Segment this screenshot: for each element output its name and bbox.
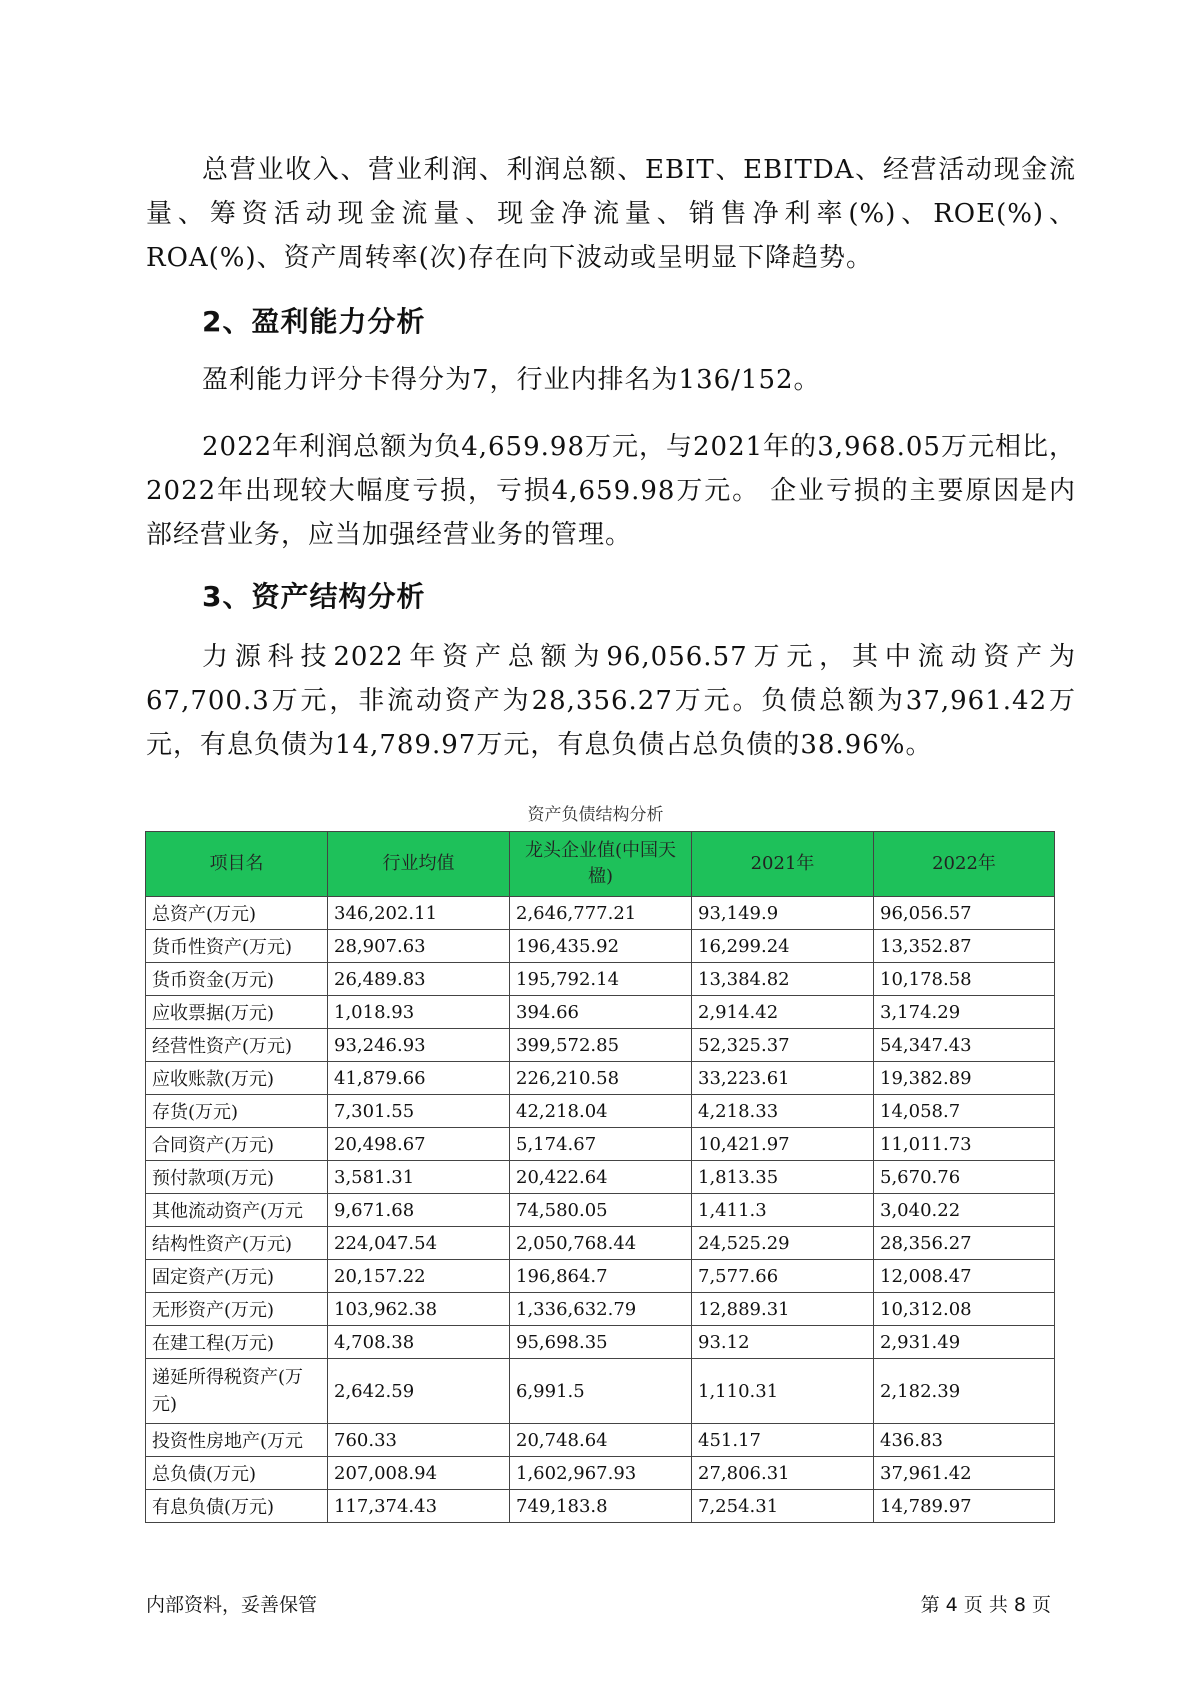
table-row bbox=[146, 996, 1055, 1029]
cell-leader-value: 74,580.05 bbox=[510, 1194, 692, 1227]
cell-2022: 11,011.73 bbox=[874, 1128, 1055, 1161]
cell-leader-value: 1,336,632.79 bbox=[510, 1293, 692, 1326]
table-row bbox=[146, 1095, 1055, 1128]
cell-industry-average: 93,246.93 bbox=[328, 1029, 510, 1062]
row-label: 合同资产(万元) bbox=[146, 1128, 328, 1161]
cell-2021: 52,325.37 bbox=[692, 1029, 874, 1062]
cell-industry-average: 7,301.55 bbox=[328, 1095, 510, 1128]
cell-industry-average: 20,498.67 bbox=[328, 1128, 510, 1161]
section-heading-profitability: 2、盈利能力分析 bbox=[202, 305, 426, 338]
cell-leader-value: 226,210.58 bbox=[510, 1062, 692, 1095]
cell-industry-average: 224,047.54 bbox=[328, 1227, 510, 1260]
table-row bbox=[146, 1326, 1055, 1359]
row-label: 其他流动资产(万元 bbox=[146, 1194, 328, 1227]
cell-leader-value: 42,218.04 bbox=[510, 1095, 692, 1128]
cell-industry-average: 26,489.83 bbox=[328, 963, 510, 996]
cell-2022: 14,789.97 bbox=[874, 1490, 1055, 1523]
cell-industry-average: 207,008.94 bbox=[328, 1457, 510, 1490]
cell-2021: 7,577.66 bbox=[692, 1260, 874, 1293]
cell-industry-average: 1,018.93 bbox=[328, 996, 510, 1029]
row-label: 应收账款(万元) bbox=[146, 1062, 328, 1095]
column-header-leader-value: 龙头企业值(中国天楹) bbox=[510, 832, 692, 897]
table-row bbox=[146, 1293, 1055, 1326]
cell-2022: 28,356.27 bbox=[874, 1227, 1055, 1260]
table-row bbox=[146, 897, 1055, 930]
row-label: 递延所得税资产(万元) bbox=[146, 1359, 328, 1424]
footer-confidential-note: 内部资料，妥善保管 bbox=[146, 1594, 318, 1616]
cell-2021: 12,889.31 bbox=[692, 1293, 874, 1326]
cell-2021: 4,218.33 bbox=[692, 1095, 874, 1128]
column-header-industry-average: 行业均值 bbox=[328, 832, 510, 897]
table-row bbox=[146, 930, 1055, 963]
cell-industry-average: 4,708.38 bbox=[328, 1326, 510, 1359]
cell-leader-value: 5,174.67 bbox=[510, 1128, 692, 1161]
row-label: 总负债(万元) bbox=[146, 1457, 328, 1490]
cell-leader-value: 196,864.7 bbox=[510, 1260, 692, 1293]
cell-2022: 10,178.58 bbox=[874, 963, 1055, 996]
row-label: 经营性资产(万元) bbox=[146, 1029, 328, 1062]
cell-2022: 96,056.57 bbox=[874, 897, 1055, 930]
cell-industry-average: 2,642.59 bbox=[328, 1359, 510, 1424]
cell-2021: 1,813.35 bbox=[692, 1161, 874, 1194]
cell-2021: 33,223.61 bbox=[692, 1062, 874, 1095]
table-caption: 资产负债结构分析 bbox=[527, 805, 664, 825]
cell-industry-average: 117,374.43 bbox=[328, 1490, 510, 1523]
cell-2021: 16,299.24 bbox=[692, 930, 874, 963]
cell-2021: 93.12 bbox=[692, 1326, 874, 1359]
cell-leader-value: 2,050,768.44 bbox=[510, 1227, 692, 1260]
cell-leader-value: 20,748.64 bbox=[510, 1424, 692, 1457]
cell-2021: 451.17 bbox=[692, 1424, 874, 1457]
row-label: 货币性资产(万元) bbox=[146, 930, 328, 963]
profit-loss-paragraph: 2022年利润总额为负4,659.98万元，与2021年的3,968.05万元相比，2022年出现较大幅度亏损，亏损4,659.98万元。 企业亏损的主要原因是内部经营业务，应当加强经营业务的管理。 bbox=[146, 432, 1076, 550]
asset-structure-paragraph: 力源科技2022年资产总额为96,056.57万元，其中流动资产为67,700.3万元，非流动资产为28,356.27万元。负债总额为37,961.42万元，有息负债为14,789.97万元，有息负债占总负债的38.96%。 bbox=[146, 642, 1076, 760]
cell-2021: 10,421.97 bbox=[692, 1128, 874, 1161]
intro-paragraph: 总营业收入、营业利润、利润总额、EBIT、EBITDA、经营活动现金流量、筹资活动现金流量、现金净流量、销售净利率(%)、ROE(%)、ROA(%)、资产周转率(次)存在向下波动或呈明显下降趋势。 bbox=[146, 155, 1076, 273]
cell-2022: 14,058.7 bbox=[874, 1095, 1055, 1128]
row-label: 投资性房地产(万元 bbox=[146, 1424, 328, 1457]
table-row bbox=[146, 1194, 1055, 1227]
row-label: 在建工程(万元) bbox=[146, 1326, 328, 1359]
row-label: 结构性资产(万元) bbox=[146, 1227, 328, 1260]
table-row bbox=[146, 1161, 1055, 1194]
row-label: 应收票据(万元) bbox=[146, 996, 328, 1029]
cell-leader-value: 2,646,777.21 bbox=[510, 897, 692, 930]
table-header-row bbox=[146, 832, 1055, 897]
profitability-score-paragraph: 盈利能力评分卡得分为7，行业内排名为136/152。 bbox=[202, 365, 821, 395]
row-label: 无形资产(万元) bbox=[146, 1293, 328, 1326]
cell-2022: 2,931.49 bbox=[874, 1326, 1055, 1359]
cell-leader-value: 95,698.35 bbox=[510, 1326, 692, 1359]
table-row bbox=[146, 1029, 1055, 1062]
cell-2021: 1,110.31 bbox=[692, 1359, 874, 1424]
row-label: 有息负债(万元) bbox=[146, 1490, 328, 1523]
table-row bbox=[146, 1424, 1055, 1457]
cell-2022: 37,961.42 bbox=[874, 1457, 1055, 1490]
cell-industry-average: 760.33 bbox=[328, 1424, 510, 1457]
cell-2022: 2,182.39 bbox=[874, 1359, 1055, 1424]
cell-industry-average: 41,879.66 bbox=[328, 1062, 510, 1095]
cell-industry-average: 3,581.31 bbox=[328, 1161, 510, 1194]
cell-industry-average: 20,157.22 bbox=[328, 1260, 510, 1293]
balance-sheet-table bbox=[145, 831, 1055, 1523]
cell-leader-value: 399,572.85 bbox=[510, 1029, 692, 1062]
cell-2021: 1,411.3 bbox=[692, 1194, 874, 1227]
cell-2021: 13,384.82 bbox=[692, 963, 874, 996]
cell-2022: 436.83 bbox=[874, 1424, 1055, 1457]
row-label: 总资产(万元) bbox=[146, 897, 328, 930]
cell-industry-average: 28,907.63 bbox=[328, 930, 510, 963]
column-header-item: 项目名 bbox=[146, 832, 328, 897]
cell-leader-value: 6,991.5 bbox=[510, 1359, 692, 1424]
table-row bbox=[146, 1227, 1055, 1260]
cell-industry-average: 346,202.11 bbox=[328, 897, 510, 930]
cell-2021: 2,914.42 bbox=[692, 996, 874, 1029]
cell-2021: 7,254.31 bbox=[692, 1490, 874, 1523]
table-row bbox=[146, 1490, 1055, 1523]
cell-2022: 13,352.87 bbox=[874, 930, 1055, 963]
cell-industry-average: 9,671.68 bbox=[328, 1194, 510, 1227]
cell-2021: 27,806.31 bbox=[692, 1457, 874, 1490]
cell-2022: 3,174.29 bbox=[874, 996, 1055, 1029]
footer-page-number: 第 4 页 共 8 页 bbox=[920, 1594, 1051, 1616]
cell-industry-average: 103,962.38 bbox=[328, 1293, 510, 1326]
row-label: 固定资产(万元) bbox=[146, 1260, 328, 1293]
cell-leader-value: 1,602,967.93 bbox=[510, 1457, 692, 1490]
cell-leader-value: 394.66 bbox=[510, 996, 692, 1029]
cell-2022: 19,382.89 bbox=[874, 1062, 1055, 1095]
table-row bbox=[146, 1260, 1055, 1293]
cell-leader-value: 749,183.8 bbox=[510, 1490, 692, 1523]
cell-leader-value: 20,422.64 bbox=[510, 1161, 692, 1194]
cell-2021: 93,149.9 bbox=[692, 897, 874, 930]
row-label: 货币资金(万元) bbox=[146, 963, 328, 996]
row-label: 预付款项(万元) bbox=[146, 1161, 328, 1194]
cell-leader-value: 195,792.14 bbox=[510, 963, 692, 996]
cell-leader-value: 196,435.92 bbox=[510, 930, 692, 963]
table-row bbox=[146, 1062, 1055, 1095]
column-header-2021: 2021年 bbox=[692, 832, 874, 897]
cell-2022: 3,040.22 bbox=[874, 1194, 1055, 1227]
table-row bbox=[146, 1457, 1055, 1490]
column-header-2022: 2022年 bbox=[874, 832, 1055, 897]
section-heading-asset-structure: 3、资产结构分析 bbox=[202, 580, 426, 613]
cell-2022: 54,347.43 bbox=[874, 1029, 1055, 1062]
table-row bbox=[146, 1128, 1055, 1161]
row-label: 存货(万元) bbox=[146, 1095, 328, 1128]
cell-2022: 5,670.76 bbox=[874, 1161, 1055, 1194]
cell-2022: 10,312.08 bbox=[874, 1293, 1055, 1326]
table-row bbox=[146, 963, 1055, 996]
cell-2021: 24,525.29 bbox=[692, 1227, 874, 1260]
table-row bbox=[146, 1359, 1055, 1424]
cell-2022: 12,008.47 bbox=[874, 1260, 1055, 1293]
